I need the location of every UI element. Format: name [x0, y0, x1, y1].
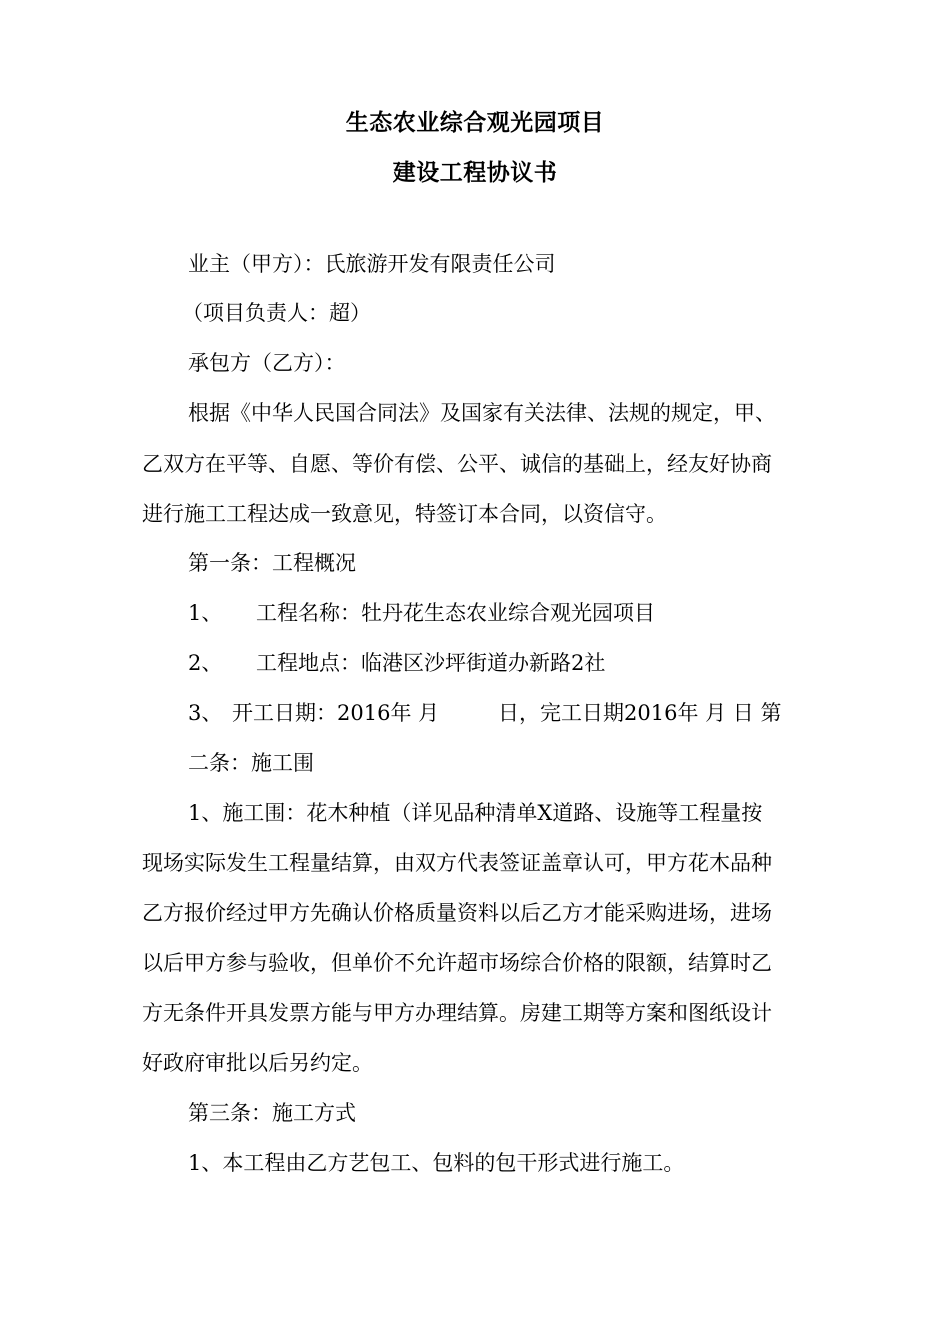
article1-item-number: 3、 — [188, 701, 223, 725]
start-date-text: 开工日期：2016年 月 — [232, 701, 440, 725]
article3-item: 1、本工程由乙方艺包工、包料的包干形式进行施工。 — [188, 1151, 685, 1175]
article1-heading: 第一条：工程概况 — [188, 551, 356, 575]
article3-heading: 第三条：施工方式 — [188, 1101, 356, 1125]
preamble-line: 根据《中华人民国合同法》及国家有关法律、法规的规定，甲、 — [188, 401, 776, 425]
article1-item-text: 工程地点：临港区沙坪街道办新路2社 — [256, 651, 606, 675]
article2-line: 现场实际发生工程量结算，由双方代表签证盖章认可，甲方花木品种 — [142, 851, 772, 875]
article2-line: 方无条件开具发票方能与甲方办理结算。房建工期等方案和图纸设计 — [142, 1001, 772, 1025]
completion-date-text: 日，完工日期2016年 月 日 第 — [498, 701, 782, 725]
article2-line: 好政府审批以后另约定。 — [142, 1051, 373, 1075]
preamble-line: 乙双方在平等、自愿、等价有偿、公平、诚信的基础上，经友好协商 — [142, 452, 772, 476]
article2-line: 以后甲方参与验收，但单价不允许超市场综合价格的限额，结算时乙 — [142, 951, 772, 975]
document-title-line1: 生态农业综合观光园项目 — [345, 109, 605, 136]
owner-line: 业主（甲方）：氏旅游开发有限责任公司 — [188, 252, 556, 276]
article1-item-number: 2、 — [188, 651, 223, 675]
article2-heading: 二条：施工围 — [188, 751, 314, 775]
preamble-line: 进行施工工程达成一致意见，特签订本合同，以资信守。 — [142, 502, 667, 526]
document-title-line2: 建设工程协议书 — [392, 159, 558, 186]
owner-contact-line: （项目负责人：超） — [182, 301, 371, 325]
contractor-line: 承包方（乙方）： — [188, 351, 346, 375]
article2-line: 1、施工围：花木种植（详见品种清单X道路、设施等工程量按 — [188, 801, 763, 825]
article1-item-number: 1、 — [188, 601, 223, 625]
article1-item-text: 工程名称：牡丹花生态农业综合观光园项目 — [256, 601, 655, 625]
article2-line: 乙方报价经过甲方先确认价格质量资料以后乙方才能采购进场，进场 — [142, 901, 772, 925]
